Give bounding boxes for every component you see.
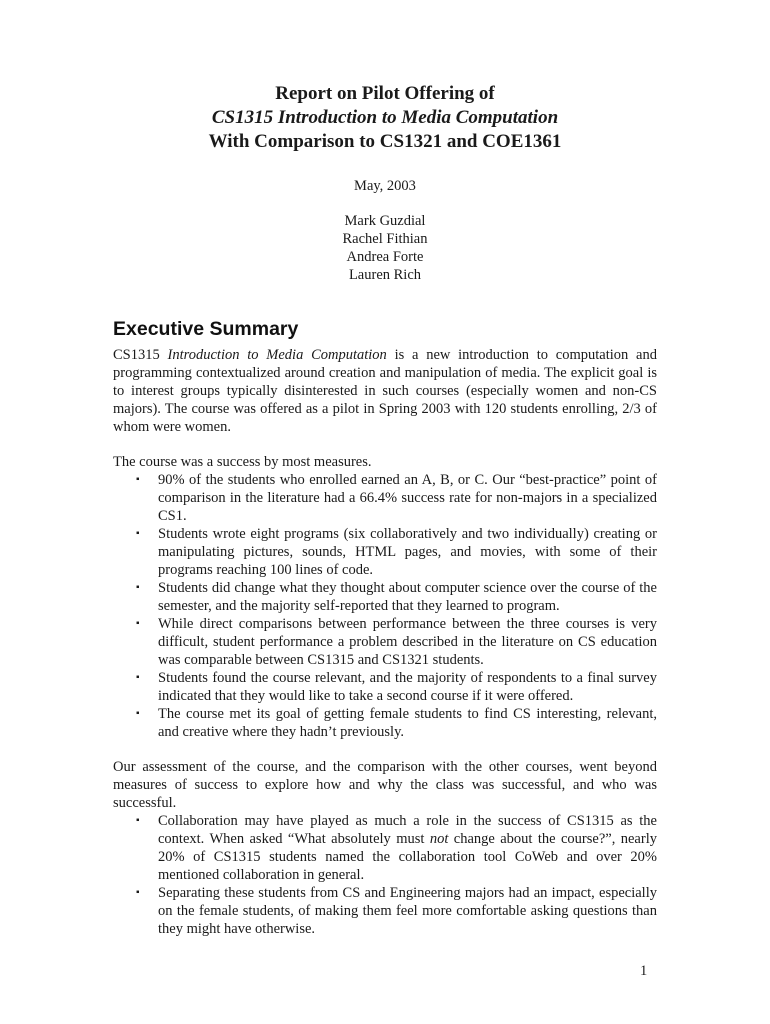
list-item-text-pre: Collaboration may have played as much a role in the success of CS1315 as the context. When asked “What absolutely must — [158, 813, 657, 847]
success-section — [113, 453, 657, 741]
course-title: Introduction to Media Computation — [167, 347, 387, 363]
bullet-marker: ▪ — [136, 582, 140, 593]
intro-text — [113, 346, 657, 436]
title-line-1: Report on Pilot Offering of — [275, 83, 495, 104]
title-line-3: With Comparison to CS1321 and COE1361 — [208, 131, 562, 152]
list-item — [113, 579, 657, 615]
list-item-text-post: change about the course?”, nearly 20% of CS1315 students named the collaboration tool CoWeb and over 20% mentioned collaboration in general. — [158, 831, 657, 883]
list-item — [113, 525, 657, 579]
list-item-text: Separating these students from CS and Engineering majors had an impact, especially on the female students, of making them feel more comfortable asking questions than they might have otherwise. — [158, 885, 657, 937]
author-name: Lauren Rich — [348, 267, 422, 283]
report-date: May, 2003 — [354, 178, 416, 194]
author-name: Rachel Fithian — [342, 231, 428, 247]
list-item-text: 90% of the students who enrolled earned an A, B, or C. Our “best-practice” point of comparison in the literature had a 66.4% success rate for non-majors in a specialized CS1. — [158, 472, 657, 524]
list-item — [113, 884, 657, 938]
list-item-text: Students found the course relevant, and the majority of respondents to a final survey indicated that they would like to take a second course if it were offered. — [158, 670, 657, 704]
list-item — [113, 669, 657, 705]
report-title — [0, 82, 770, 154]
author-name: Mark Guzdial — [344, 213, 426, 229]
section-heading-executive-summary: Executive Summary — [113, 318, 299, 340]
title-line-2: CS1315 Introduction to Media Computation — [211, 107, 559, 128]
assessment-lead: Our assessment of the course, and the comparison with the other courses, went beyond measures of success to explore how and why the class was successful, and who was successful. — [113, 759, 657, 811]
list-item-text: Students wrote eight programs (six collaboratively and two individually) creating or manipulating pictures, sounds, HTML pages, and movies, with some of their programs reaching 100 lines of code. — [158, 526, 657, 578]
bullet-marker: ▪ — [136, 618, 140, 629]
author-name: Andrea Forte — [346, 249, 424, 265]
intro-rest: is a new introduction to computation and programming contextualized around creation and manipulation of media. The explicit goal is to interest groups typically disinterested in such courses (especially women and non-CS majors). The course was offered as a pilot in Spring 2003 with 120 students enrolling, 2/3 of whom were women. — [113, 347, 657, 435]
bullet-marker: ▪ — [136, 672, 140, 683]
list-item — [113, 705, 657, 741]
list-item-emphasis: not — [429, 831, 449, 847]
assessment-section — [113, 758, 657, 938]
intro-paragraph — [113, 346, 657, 436]
bullet-marker: ▪ — [136, 474, 140, 485]
bullet-marker: ▪ — [136, 815, 140, 826]
list-item-text: While direct comparisons between performance between the three courses is very difficult, student performance a problem described in the literature on CS education was comparable between CS1315 and CS1321 students. — [158, 616, 657, 668]
success-lead: The course was a success by most measures. — [113, 454, 372, 470]
course-code: CS1315 — [113, 347, 160, 363]
assessment-bullet-list — [113, 812, 657, 938]
author-list — [0, 212, 770, 284]
list-item — [113, 615, 657, 669]
bullet-marker: ▪ — [136, 887, 140, 898]
page-number: 1 — [640, 963, 648, 979]
list-item-text: The course met its goal of getting female students to find CS interesting, relevant, and creative where they hadn’t previously. — [158, 706, 657, 740]
list-item — [113, 812, 657, 884]
list-item-text: Students did change what they thought about computer science over the course of the semester, and the majority self-reported that they learned to program. — [158, 580, 657, 614]
bullet-marker: ▪ — [136, 528, 140, 539]
list-item — [113, 471, 657, 525]
bullet-marker: ▪ — [136, 708, 140, 719]
success-bullet-list — [113, 471, 657, 741]
